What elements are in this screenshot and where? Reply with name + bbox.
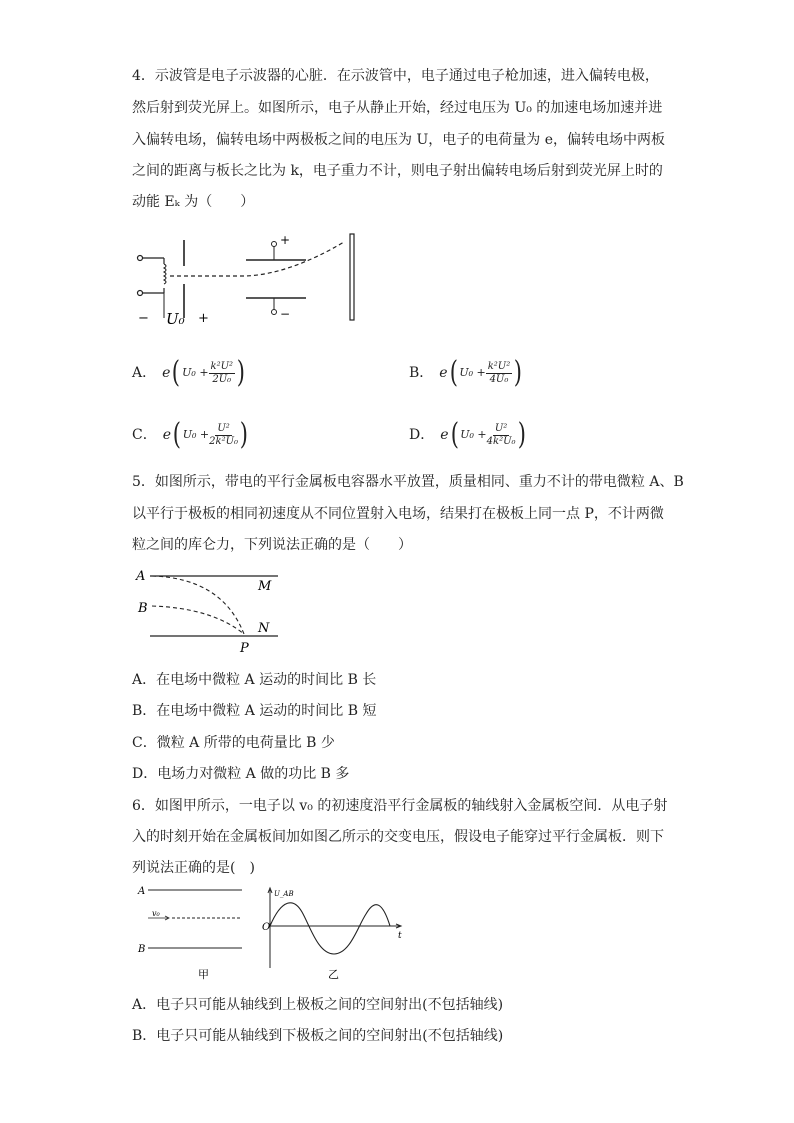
q5-line-2: 以平行于极板的相同初速度从不同位置射入电场，结果打在极板上同一点 P，不计两微 xyxy=(132,506,664,522)
q4-line-5: 动能 Eₖ 为（ ） xyxy=(132,194,255,210)
q6-label-v0: v₀ xyxy=(152,909,160,918)
q6-line-2: 入的时刻开始在金属板间加如图乙所示的交变电压，假设电子能穿过平行金属板．则下 xyxy=(132,829,664,845)
q4-option-b[interactable]: B． e ( U₀ + $\frac{\text{k²U²}}{\text{4U₀}}$ ) xyxy=(409,355,523,390)
q4-option-c-prefix: e xyxy=(162,427,172,443)
q4-option-d-den: 4k²U₀ xyxy=(486,435,516,447)
q5-option-d[interactable]: D．电场力对微粒 A 做的功比 B 多 xyxy=(132,766,350,782)
q4-option-c-label: C． xyxy=(132,427,157,443)
q4-option-b-prefix: e xyxy=(439,365,448,381)
q5-capacitor-figure xyxy=(132,566,292,656)
q6-figure-jia xyxy=(134,882,254,982)
q4-option-d-inner: U₀ + xyxy=(460,428,487,441)
q4-line-4: 之间的距离与板长之比为 k，电子重力不计，则电子射出偏转电场后射到荧光屏上时的 xyxy=(132,163,663,179)
q5-line-1: 5．如图所示，带电的平行金属板电容器水平放置，质量相同、重力不计的带电微粒 A、B xyxy=(132,474,684,490)
q6-label-jia: 甲 xyxy=(198,968,209,981)
q4-minus-left: − xyxy=(138,311,149,326)
q6-label-t: t xyxy=(398,931,402,941)
q4-line-2: 然后射到荧光屏上。如图所示，电子从静止开始，经过电压为 U₀ 的加速电场加速并进 xyxy=(132,100,663,116)
q5-label-m: M xyxy=(258,579,272,594)
q4-option-a-label: A． xyxy=(132,365,157,381)
q5-label-a: A xyxy=(136,569,146,584)
q4-option-b-label: B． xyxy=(409,365,434,381)
q6-label-a: A xyxy=(138,886,146,897)
q4-u0-label: U₀ xyxy=(166,310,185,328)
q5-label-n: N xyxy=(258,621,270,636)
q6-label-b: B xyxy=(138,944,146,955)
q5-label-p: P xyxy=(240,641,249,656)
q6-option-b[interactable]: B．电子只可能从轴线到下极板之间的空间射出(不包括轴线) xyxy=(132,1028,504,1044)
q4-option-d-num: U² xyxy=(494,422,508,434)
q4-option-d[interactable]: D． e ( U₀ + $\frac{\text{U²}}{\text{4k²U₀}}$ ) xyxy=(409,417,526,452)
q4-option-c-num: U² xyxy=(217,422,230,434)
q4-line-1: 4．示波管是电子示波器的心脏．在示波管中，电子通过电子枪加速，进入偏转电极， xyxy=(132,68,659,84)
q4-option-a-inner: U₀ + xyxy=(182,366,209,379)
q6-line-1: 6．如图甲所示，一电子以 v₀ 的初速度沿平行金属板的轴线射入金属板空间．从电子射 xyxy=(132,798,668,814)
q5-option-c[interactable]: C．微粒 A 所带的电荷量比 B 少 xyxy=(132,735,335,751)
q4-plus-top: + xyxy=(280,233,291,247)
q4-option-a-prefix: e xyxy=(162,365,171,381)
q4-option-a-den: 2U₀ xyxy=(212,373,232,385)
q4-option-c[interactable]: C． e ( U₀ + $\frac{\text{U²}}{\text{2k²U₀}}$ ) xyxy=(132,417,248,452)
q4-option-a-num: k²U² xyxy=(210,360,234,372)
q6-option-a[interactable]: A．电子只可能从轴线到上极板之间的空间射出(不包括轴线) xyxy=(132,997,504,1013)
q4-option-b-num: k²U² xyxy=(487,360,511,372)
q6-label-origin: O xyxy=(262,922,271,933)
q4-minus-bottom: − xyxy=(280,307,291,321)
q6-label-yi: 乙 xyxy=(328,968,339,981)
q5-label-b: B xyxy=(138,601,148,616)
q4-option-c-den: 2k²U₀ xyxy=(209,435,239,447)
q4-plus-left: + xyxy=(198,311,209,326)
q4-option-b-inner: U₀ + xyxy=(459,366,486,379)
q4-line-3: 入偏转电场，偏转电场中两极板之间的电压为 U，电子的电荷量为 e，偏转电场中两板 xyxy=(132,132,665,148)
q5-option-b[interactable]: B．在电场中微粒 A 运动的时间比 B 短 xyxy=(132,703,377,719)
q6-figure-yi xyxy=(258,884,408,984)
q4-option-d-label: D． xyxy=(409,427,435,443)
q4-option-c-inner: U₀ + xyxy=(182,428,210,441)
q6-label-uab: U_AB xyxy=(274,890,294,898)
q4-option-a[interactable]: A． e ( U₀ + $\frac{\text{k²U²}}{\text{2U₀}}$ ) xyxy=(132,355,246,390)
q5-option-a[interactable]: A．在电场中微粒 A 运动的时间比 B 长 xyxy=(132,672,377,688)
q5-line-3: 粒之间的库仑力，下列说法正确的是（ ） xyxy=(132,537,412,553)
q4-option-b-den: 4U₀ xyxy=(489,373,509,385)
q6-line-3: 列说法正确的是( ) xyxy=(132,860,255,876)
q4-oscilloscope-figure xyxy=(130,228,370,328)
q4-option-d-prefix: e xyxy=(440,427,449,443)
